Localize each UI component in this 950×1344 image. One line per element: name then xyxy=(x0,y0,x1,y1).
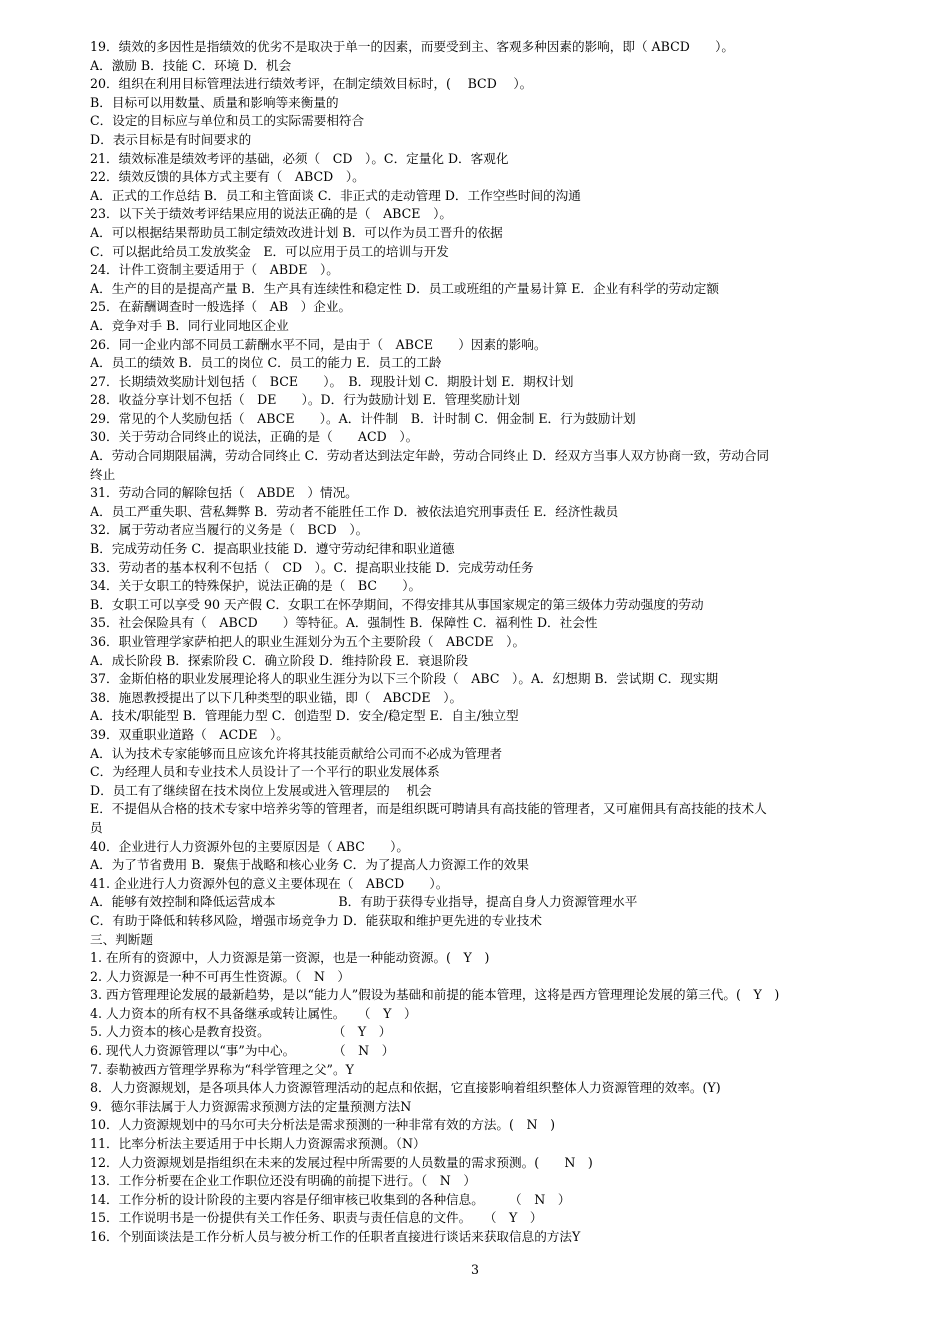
text-line: D．表示目标是有时间要求的 xyxy=(90,131,252,147)
text-line: B．目标可以用数量、质量和影响等来衡量的 xyxy=(90,94,339,110)
text-line: 12．人力资源规划是指组织在未来的发展过程中所需要的人员数量的需求预测。( N ) xyxy=(90,1154,593,1170)
text-line: 30．关于劳动合同终止的说法，正确的是（ ACD ）。 xyxy=(90,429,419,445)
text-line: A．员工的绩效 B．员工的岗位 C．员工的能力 E．员工的工龄 xyxy=(90,355,442,371)
text-line: C．为经理人员和专业技术人员设计了一个平行的职业发展体系 xyxy=(90,764,440,780)
text-line: 20．组织在利用目标管理法进行绩效考评，在制定绩效目标时，( BCD ）。 xyxy=(90,76,533,92)
text-line: B．女职工可以享受 90 天产假 C．女职工在怀孕期间，不得安排其从事国家规定的第三级体力劳动强度的劳动 xyxy=(90,596,704,612)
text-line: 28．收益分享计划不包括（ DE ）。D．行为鼓励计划 E．管理奖励计划 xyxy=(90,392,521,408)
text-line: A．成长阶段 B．探索阶段 C．确立阶段 D．维持阶段 E．衰退阶段 xyxy=(90,652,469,668)
text-line: 24．计件工资制主要适用于（ ABDE ）。 xyxy=(90,262,339,278)
text-line: 23．以下关于绩效考评结果应用的说法正确的是（ ABCE ）。 xyxy=(90,206,452,222)
text-line: 19．绩效的多因性是指绩效的优劣不是取决于单一的因素，而要受到主、客观多种因素的影响，即（ ABCD ）。 xyxy=(90,39,734,54)
text-line: 13．工作分析要在企业工作职位还没有明确的前提下进行。（ N ） xyxy=(90,1173,476,1189)
text-line: 25．在薪酬调查时一般选择（ AB ）企业。 xyxy=(90,299,352,315)
text-line: A．认为技术专家能够而且应该允许将其技能贡献给公司而不必成为管理者 xyxy=(90,745,503,761)
text-line: 9．德尔菲法属于人力资源需求预测方法的定量预测方法N xyxy=(90,1098,412,1114)
text-line: 41. 企业进行人力资源外包的意义主要体现在（ ABCD ）。 xyxy=(90,875,449,891)
text-line: 三、判断题 xyxy=(90,931,153,947)
text-line: 31．劳动合同的解除包括（ ABDE ）情况。 xyxy=(90,485,358,501)
text-line: 35．社会保险具有（ ABCD ）等特征。A．强制性 B．保障性 C．福利性 D．社会性 xyxy=(90,615,598,631)
text-line: 7. 泰勒被西方管理学界称为“科学管理之父”。Y xyxy=(90,1061,354,1077)
text-line: A．竞争对手 B．同行业同地区企业 xyxy=(90,317,289,333)
text-line: 15．工作说明书是一份提供有关工作任务、职责与责任信息的文件。 （ Y ） xyxy=(90,1210,543,1226)
text-line: C．设定的目标应与单位和员工的实际需要相符合 xyxy=(90,113,365,129)
text-line: C．有助于降低和转移风险，增强市场竞争力 D．能获取和维护更先进的专业技术 xyxy=(90,912,542,928)
text-line: 16．个别面谈法是工作分析人员与被分析工作的任职者直接进行谈话来获取信息的方法Y xyxy=(90,1229,581,1244)
text-line: A．生产的目的是提高产量 B．生产具有连续性和稳定性 D．员工或班组的产量易计算 E．企业有科学的劳动定额 xyxy=(90,280,719,296)
text-line: 1. 在所有的资源中，人力资源是第一资源，也是一种能动资源。( Y ) xyxy=(90,950,490,966)
page-number: 3 xyxy=(470,1262,479,1277)
text-line: 6. 现代人力资源管理以“事”为中心。 （ N ） xyxy=(90,1043,395,1059)
text-line: B．完成劳动任务 C．提高职业技能 D．遵守劳动纪律和职业道德 xyxy=(90,541,455,557)
text-line: 39．双重职业道路（ ACDE ）。 xyxy=(90,726,289,742)
text-line: 29．常见的个人奖励包括（ ABCE ）。A．计件制 B．计时制 C．佣金制 E．行为鼓励计划 xyxy=(90,410,636,426)
text-line: A．能够有效控制和降低运营成本 B．有助于获得专业指导，提高自身人力资源管理水平 xyxy=(90,894,638,910)
text-line: 2. 人力资源是一种不可再生性资源。（ N ） xyxy=(90,968,351,984)
text-line: 5. 人力资本的核心是教育投资。 （ Y ） xyxy=(90,1024,392,1040)
text-line: 员 xyxy=(90,819,103,835)
text-line: D．员工有了继续留在技术岗位上发展或进入管理层的 机会 xyxy=(90,782,432,798)
text-line: 34．关于女职工的特殊保护，说法正确的是（ BC ）。 xyxy=(90,578,422,594)
text-line: 38．施恩教授提出了以下几种类型的职业锚，即（ ABCDE ）。 xyxy=(90,689,463,705)
text-line: E．不提倡从合格的技术专家中培养劣等的管理者，而是组织既可聘请具有高技能的管理者，又可雇佣具有高技能的技术人 xyxy=(90,801,767,817)
text-line: A．激励 B．技能 C．环境 D．机会 xyxy=(90,57,292,73)
text-line: 21．绩效标准是绩效考评的基础，必须（ CD ）。C．定量化 D．客观化 xyxy=(90,150,509,166)
text-line: 36．职业管理学家萨柏把人的职业生涯划分为五个主要阶段（ ABCDE ）。 xyxy=(90,634,526,649)
text-line: A．为了节省费用 B．聚焦于战略和核心业务 C．为了提高人力资源工作的效果 xyxy=(90,857,529,873)
text-line: 11．比率分析法主要适用于中长期人力资源需求预测。（N） xyxy=(90,1136,426,1152)
text-line: C．可以据此给员工发放奖金 E．可以应用于员工的培训与开发 xyxy=(90,243,449,259)
text-line: A．正式的工作总结 B．员工和主管面谈 C．非正式的走动管理 D．工作空些时间的沟通 xyxy=(90,187,581,203)
text-line: A．技术/职能型 B．管理能力型 C．创造型 D．安全/稳定型 E．自主/独立型 xyxy=(90,708,519,724)
text-line: 10．人力资源规划中的马尔可夫分析法是需求预测的一种非常有效的方法。( N ) xyxy=(90,1117,556,1133)
text-line: 8．人力资源规划，是各项具体人力资源管理活动的起点和依据，它直接影响着组织整体人力资源管理的效率。(Y) xyxy=(90,1080,721,1096)
text-line: 14．工作分析的设计阶段的主要内容是仔细审核已收集到的各种信息。 （ N ） xyxy=(90,1191,571,1207)
text-line: 3. 西方管理理论发展的最新趋势，是以“能力人”假设为基础和前提的能本管理，这将是西方管理理论发展的第三代。( Y ) xyxy=(90,987,780,1003)
text-line: 26．同一企业内部不同员工薪酬水平不同，是由于（ ABCE ）因素的影响。 xyxy=(90,336,547,352)
text-line: 27．长期绩效奖励计划包括（ BCE ）。 B．现股计划 C．期股计划 E．期权计划 xyxy=(90,373,574,389)
text-line: A．可以根据结果帮助员工制定绩效改进计划 B．可以作为员工晋升的依据 xyxy=(90,224,503,240)
text-line: 32．属于劳动者应当履行的义务是（ BCD ）。 xyxy=(90,522,369,538)
text-line: A．劳动合同期限届满，劳动合同终止 C．劳动者达到法定年龄，劳动合同终止 D．经双方当事人双方协商一致，劳动合同 xyxy=(90,448,770,464)
text-line: 37．金斯伯格的职业发展理论将人的职业生涯分为以下三个阶段（ ABC ）。A．幻想期 B．尝试期 C．现实期 xyxy=(90,671,719,687)
text-line: A．员工严重失职、营私舞弊 B．劳动者不能胜任工作 D．被依法追究刑事责任 E．经济性裁员 xyxy=(90,503,619,519)
text-line: 33．劳动者的基本权利不包括（ CD ）。C．提高职业技能 D．完成劳动任务 xyxy=(90,559,534,575)
text-line: 40．企业进行人力资源外包的主要原因是（ ABC ）。 xyxy=(90,838,410,854)
text-body xyxy=(90,38,870,1247)
text-line: 22．绩效反馈的具体方式主要有（ ABCD ）。 xyxy=(90,169,365,185)
text-line: 终止 xyxy=(90,466,116,482)
text-line: 4. 人力资本的所有权不具备继承或转让属性。 （ Y ） xyxy=(90,1005,417,1021)
